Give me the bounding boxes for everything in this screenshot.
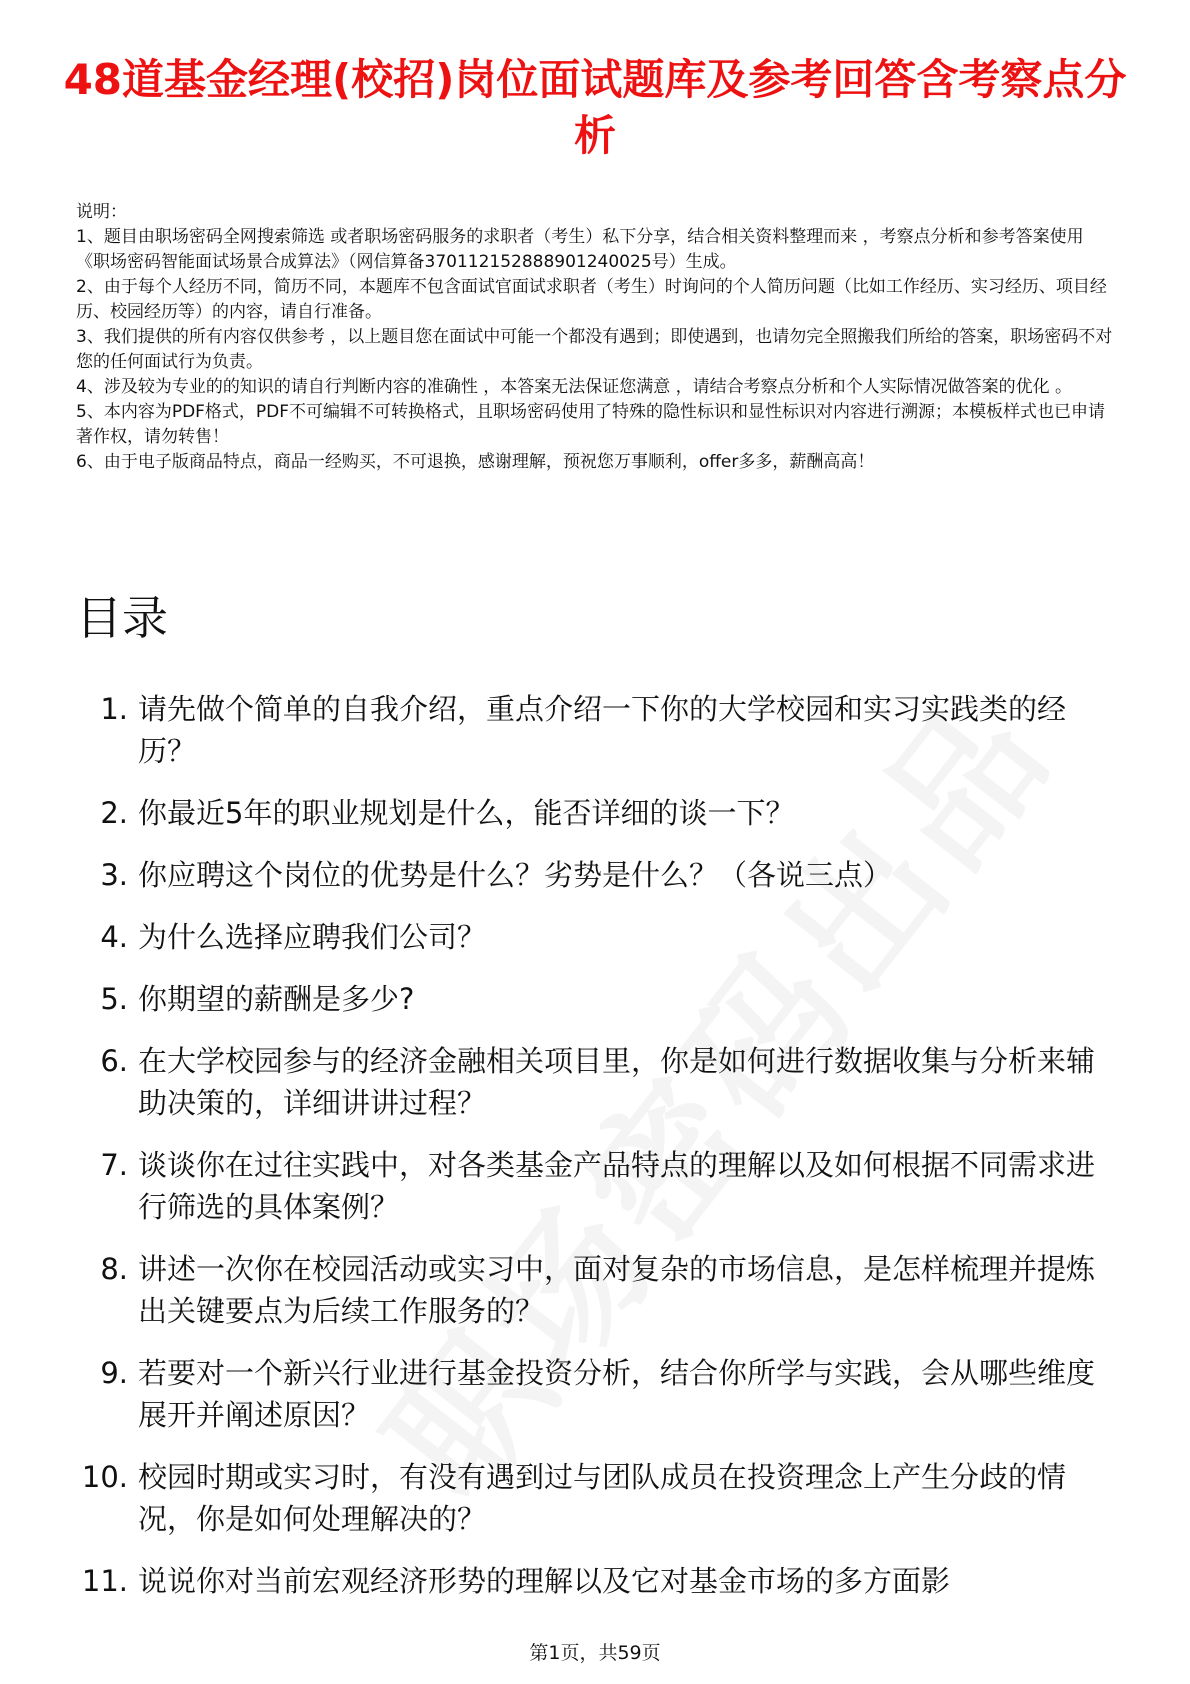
toc-item[interactable] — [60, 792, 1120, 834]
toc-item-number: 5. — [100, 982, 128, 1016]
toc-item[interactable] — [60, 1560, 1120, 1602]
toc-item[interactable] — [60, 1456, 1120, 1540]
page-footer: 第1页，共59页 — [529, 1642, 661, 1664]
notes-heading: 说明： — [76, 202, 127, 222]
toc-heading: 目录 — [76, 591, 168, 645]
toc-item-number: 7. — [100, 1148, 128, 1182]
toc-item-text: 请先做个简单的自我介绍，重点介绍一下你的大学校园和实习实践类的经历？ — [138, 692, 1067, 768]
toc-item-text: 你最近5年的职业规划是什么，能否详细的谈一下？ — [138, 796, 795, 830]
toc-item[interactable] — [60, 1352, 1120, 1436]
notes-section — [76, 200, 1116, 475]
document-title: 48道基金经理(校招)岗位面试题库及参考回答含考察点分析 — [63, 55, 1127, 160]
toc-item[interactable] — [60, 916, 1120, 958]
note-item: 5、本内容为PDF格式，PDF不可编辑不可转换格式，且职场密码使用了特殊的隐性标识和显性标识对内容进行溯源；本模板样式也已申请著作权，请勿转售！ — [76, 402, 1106, 447]
toc-item[interactable] — [60, 1248, 1120, 1332]
note-item: 1、题目由职场密码全网搜索筛选 或者职场密码服务的求职者（考生）私下分享，结合相关资料整理而来 ，考察点分析和参考答案使用《职场密码智能面试场景合成算法》（网信算备370112152888901240025号）生成。 — [76, 227, 1084, 272]
toc-item-text: 讲述一次你在校园活动或实习中，面对复杂的市场信息，是怎样梳理并提炼出关键要点为后续工作服务的？ — [138, 1252, 1096, 1328]
toc-item[interactable] — [60, 1144, 1120, 1228]
toc-item-number: 3. — [100, 858, 128, 892]
toc-item-text: 你应聘这个岗位的优势是什么？劣势是什么？（各说三点） — [138, 858, 893, 892]
toc-item-number: 6. — [100, 1044, 128, 1078]
toc-item-text: 说说你对当前宏观经济形势的理解以及它对基金市场的多方面影 — [138, 1564, 951, 1598]
toc-item-number: 11. — [81, 1564, 128, 1598]
toc-item-number: 8. — [100, 1252, 128, 1286]
note-item: 3、我们提供的所有内容仅供参考 ，以上题目您在面试中可能一个都没有遇到；即使遇到，也请勿完全照搬我们所给的答案，职场密码不对您的任何面试行为负责。 — [76, 327, 1113, 372]
toc-item-text: 你期望的薪酬是多少? — [138, 982, 415, 1016]
toc-item[interactable] — [60, 978, 1120, 1020]
toc-item-number: 1. — [100, 692, 128, 726]
note-item: 2、由于每个人经历不同，简历不同，本题库不包含面试官面试求职者（考生）时询问的个人简历问题（比如工作经历、实习经历、项目经历、校园经历等）的内容，请自行准备。 — [76, 277, 1107, 322]
toc-item-text: 为什么选择应聘我们公司？ — [138, 920, 487, 954]
toc-item-number: 10. — [81, 1460, 128, 1494]
toc-item[interactable] — [60, 688, 1120, 772]
toc-item-text: 谈谈你在过往实践中，对各类基金产品特点的理解以及如何根据不同需求进行筛选的具体案例？ — [138, 1148, 1096, 1224]
toc-item-text: 校园时期或实习时，有没有遇到过与团队成员在投资理念上产生分歧的情况，你是如何处理解决的？ — [138, 1460, 1067, 1536]
toc-item[interactable] — [60, 1040, 1120, 1124]
note-item: 6、由于电子版商品特点，商品一经购买，不可退换，感谢理解，预祝您万事顺利，offer多多，薪酬高高！ — [76, 452, 875, 472]
toc-item-text: 在大学校园参与的经济金融相关项目里，你是如何进行数据收集与分析来辅助决策的，详细讲讲过程？ — [138, 1044, 1096, 1120]
toc-item-number: 9. — [100, 1356, 128, 1390]
toc-item-number: 2. — [100, 796, 128, 830]
toc-item[interactable] — [60, 854, 1120, 896]
toc-item-number: 4. — [100, 920, 128, 954]
note-item: 4、涉及较为专业的的知识的请自行判断内容的准确性 ，本答案无法保证您满意 ，请结合考察点分析和个人实际情况做答案的优化 。 — [76, 377, 1073, 397]
toc-item-text: 若要对一个新兴行业进行基金投资分析，结合你所学与实践，会从哪些维度展开并阐述原因？ — [138, 1356, 1096, 1432]
toc-list — [60, 688, 1120, 1622]
